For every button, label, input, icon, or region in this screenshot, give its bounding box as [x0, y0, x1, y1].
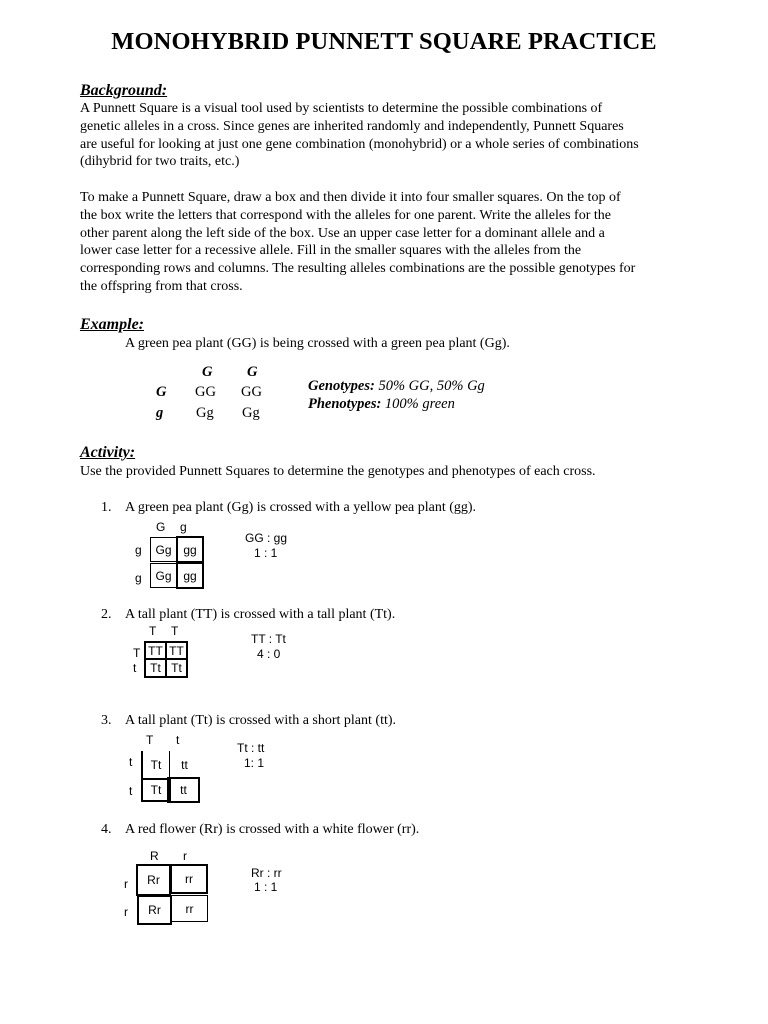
punnett-cell: rr — [170, 864, 208, 894]
activity-heading: Activity: — [80, 444, 136, 461]
background-paragraph-2 — [80, 189, 692, 296]
punnett-cell: rr — [171, 895, 208, 922]
paragraph-line: genetic alleles in a cross. Since genes are inherited randomly and independently, Punnett Squares — [80, 118, 624, 134]
punnett-border — [141, 751, 143, 779]
paragraph-line: lower case letter for a recessive allele. Fill in the smaller squares with the alleles from the — [80, 243, 582, 259]
problem-text: A tall plant (Tt) is crossed with a short plant (tt). — [125, 713, 397, 728]
punnett-cell: Tt — [141, 778, 171, 802]
punnett-left-allele: g — [135, 543, 142, 557]
ratio-label: Rr : rr — [251, 866, 282, 880]
paragraph-line: the offspring from that cross. — [80, 278, 243, 294]
punnett-cell: gg — [176, 562, 204, 589]
punnett-cell: Gg — [150, 563, 177, 588]
punnett-left-allele: g — [135, 571, 142, 585]
punnett-cell: TT — [165, 641, 188, 660]
punnett-cell: gg — [176, 536, 204, 563]
example-phenotypes — [308, 396, 455, 413]
ratio-value: 1: 1 — [244, 756, 265, 770]
punnett-cell: Gg — [150, 537, 177, 562]
example-cell: Gg — [196, 405, 214, 421]
activity-instruction: Use the provided Punnett Squares to determine the genotypes and phenotypes of each cross. — [80, 464, 596, 479]
background-heading: Background: — [80, 82, 168, 99]
problem-text: A green pea plant (Gg) is crossed with a yellow pea plant (gg). — [125, 500, 477, 515]
example-top-allele: G — [247, 364, 258, 380]
punnett-cell: tt — [167, 777, 200, 803]
page-title: MONOHYBRID PUNNETT SQUARE PRACTICE — [111, 28, 657, 55]
paragraph-line: other parent along the left side of the box. Use an upper case letter for a dominant allele and a — [80, 225, 605, 241]
problem-text: A red flower (Rr) is crossed with a white flower (rr). — [125, 822, 420, 837]
punnett-cell: tt — [181, 757, 188, 772]
paragraph-line: (dihybrid for two traits, etc.) — [80, 154, 240, 170]
punnett-cell: TT — [144, 641, 167, 660]
example-cell: GG — [195, 384, 216, 400]
problem-number: 2. — [101, 607, 112, 622]
paragraph-line: are useful for looking at just one gene combination (monohybrid) or a whole series of combinations — [80, 136, 639, 152]
example-cell: Gg — [242, 405, 260, 421]
punnett-top-allele: T — [149, 624, 157, 638]
ratio-value: 1 : 1 — [254, 880, 278, 894]
punnett-border — [169, 751, 170, 779]
paragraph-line: A Punnett Square is a visual tool used by scientists to determine the possible combinations of — [80, 101, 603, 116]
problem-number: 3. — [101, 713, 112, 728]
phenotypes-label: Phenotypes: — [308, 396, 382, 412]
paragraph-line: corresponding rows and columns. The resulting alleles combinations are the possible genotypes for — [80, 261, 636, 277]
punnett-left-allele: t — [129, 784, 133, 798]
punnett-top-allele: T — [171, 624, 179, 638]
punnett-top-allele: g — [180, 520, 187, 534]
background-paragraph-1 — [80, 100, 692, 171]
punnett-left-allele: r — [124, 877, 128, 891]
punnett-cell: Rr — [136, 864, 171, 896]
example-cell: GG — [241, 384, 262, 400]
punnett-cell: Tt — [150, 757, 162, 772]
punnett-top-allele: t — [176, 733, 180, 747]
ratio-label: TT : Tt — [251, 632, 286, 646]
punnett-top-allele: G — [156, 520, 166, 534]
problem-text: A tall plant (TT) is crossed with a tall plant (Tt). — [125, 607, 396, 622]
punnett-left-allele: r — [124, 905, 128, 919]
punnett-left-allele: T — [133, 646, 141, 660]
example-sentence: A green pea plant (GG) is being crossed with a green pea plant (Gg). — [125, 336, 510, 351]
punnett-left-allele: t — [129, 755, 133, 769]
example-heading: Example: — [80, 316, 144, 333]
punnett-cell: Rr — [137, 895, 172, 925]
example-left-allele: g — [156, 405, 164, 421]
ratio-label: Tt : tt — [237, 741, 265, 755]
problem-number: 4. — [101, 822, 112, 837]
phenotypes-value: 100% green — [384, 396, 455, 412]
punnett-cell: Tt — [165, 658, 188, 678]
example-top-allele: G — [202, 364, 213, 380]
paragraph-line: To make a Punnett Square, draw a box and then divide it into four smaller squares. On the top of — [80, 190, 621, 205]
paragraph-line: the box write the letters that correspond with the alleles for one parent. Write the alleles for the — [80, 207, 611, 223]
punnett-top-allele: r — [183, 849, 187, 863]
problem-number: 1. — [101, 500, 112, 515]
punnett-cell: Tt — [144, 658, 167, 678]
example-genotypes — [308, 378, 485, 395]
genotypes-label: Genotypes: — [308, 378, 375, 394]
punnett-top-allele: R — [150, 849, 159, 863]
ratio-value: 1 : 1 — [254, 546, 278, 560]
example-left-allele: G — [156, 384, 167, 400]
ratio-label: GG : gg — [245, 531, 288, 545]
ratio-value: 4 : 0 — [257, 647, 281, 661]
punnett-left-allele: t — [133, 661, 137, 675]
punnett-top-allele: T — [146, 733, 154, 747]
genotypes-value: 50% GG, 50% Gg — [378, 378, 485, 394]
